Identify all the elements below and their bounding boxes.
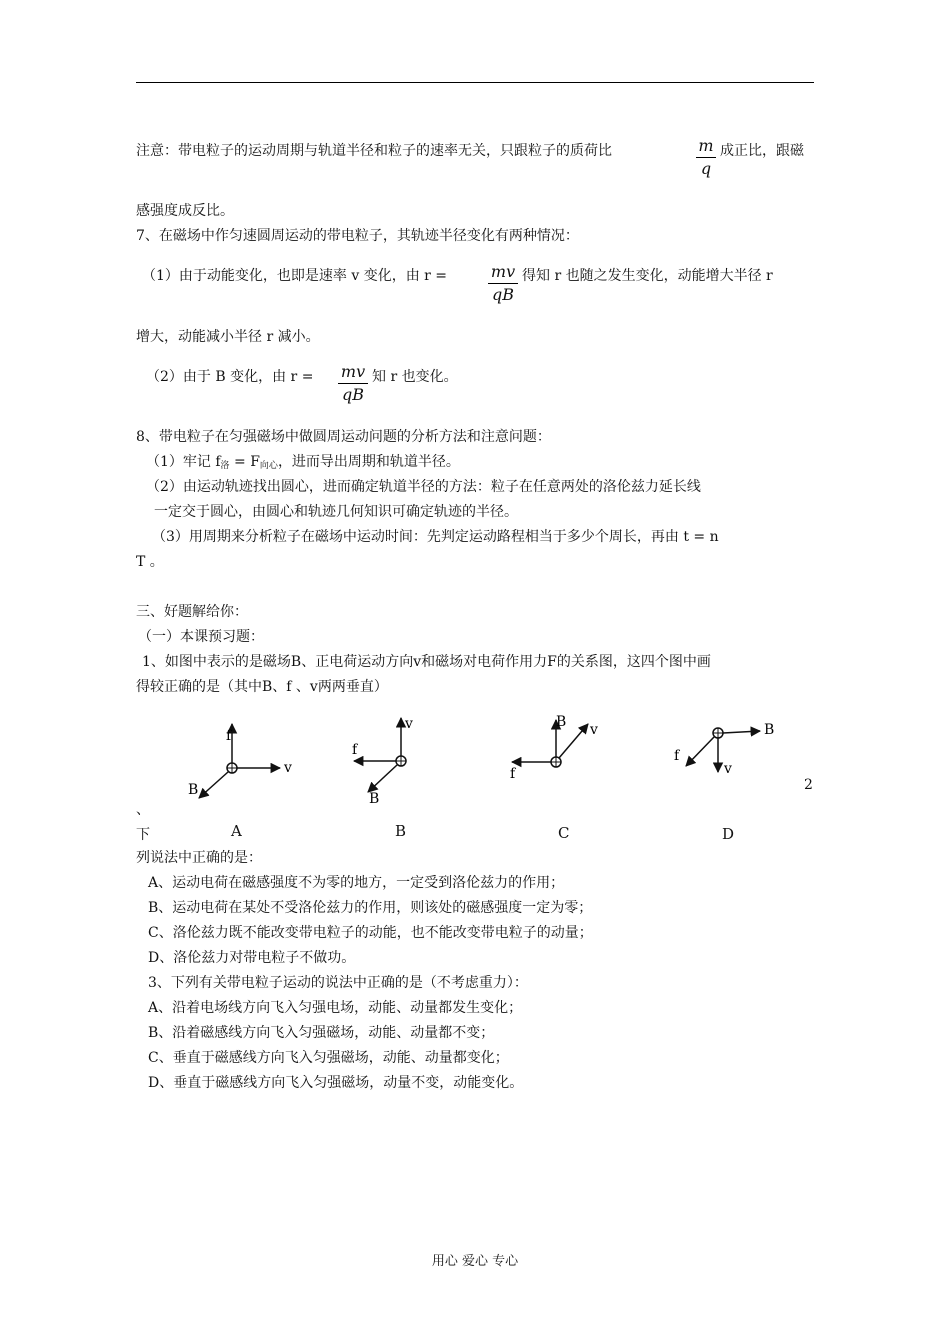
item8-point1-b: = F: [229, 454, 260, 470]
arrow-b: [199, 772, 228, 798]
figure-label-d: D: [722, 825, 735, 843]
note-text-b: 成正比，跟磁: [720, 143, 804, 159]
fraction-denominator: q: [700, 159, 712, 178]
question2-stem: 列说法中正确的是：: [136, 850, 262, 866]
item7-heading: 7、在磁场中作匀速圆周运动的带电粒子，其轨迹半径变化有两种情况：: [136, 228, 579, 244]
question3-option-b: B、沿着磁感线方向飞入匀强磁场，动能、动量都不变；: [148, 1025, 495, 1041]
question3-option-c: C、垂直于磁感线方向飞入匀强磁场，动能、动量都变化；: [148, 1050, 509, 1066]
question2-xia: 下: [136, 827, 150, 843]
question1-text-a: 1、如图中表示的是磁场B、正电荷运动方向v和磁场对电荷作用力F的关系图，这四个图中画: [142, 654, 711, 670]
label-v: v: [284, 760, 292, 776]
item8-point1-a: （1）牢记 f: [146, 454, 221, 470]
note-text-c: 感强度成反比。: [136, 203, 234, 219]
label-b: B: [764, 722, 775, 738]
fraction-denominator: qB: [492, 285, 514, 304]
fraction-numerator: mv: [490, 262, 516, 281]
label-b: B: [556, 714, 567, 730]
arrow-f: [686, 737, 714, 766]
item7-case1-c: 增大，动能减小半径 r 减小。: [136, 329, 320, 345]
item7-case2-b: 知 r 也变化。: [372, 369, 458, 385]
label-b: B: [369, 791, 380, 807]
item7-case2-a: （2）由于 B 变化，由 r =: [146, 369, 314, 385]
question1-text-b: 得较正确的是（其中B、f 、v两两垂直）: [136, 679, 388, 695]
label-f: f: [510, 766, 516, 782]
page-footer: 用心 爱心 专心: [431, 1254, 519, 1269]
label-v: v: [724, 761, 732, 777]
question3-stem: 3、下列有关带电粒子运动的说法中正确的是（不考虑重力）：: [148, 975, 528, 991]
arrow-b: [723, 731, 760, 733]
item7-case1-a: （1）由于动能变化，也即是速率 v 变化，由 r =: [142, 268, 448, 284]
label-f: f: [352, 742, 358, 758]
figure-b: [352, 716, 413, 807]
figure-c: [510, 714, 598, 782]
figure-a: [188, 724, 292, 798]
item8-point3-a: （3）用周期来分析粒子在磁场中运动时间：先判定运动路程相当于多少个周长，再由 t = n: [152, 529, 719, 545]
item8-point2-b: 一定交于圆心，由圆心和轨迹几何知识可确定轨迹的半径。: [154, 504, 518, 520]
fraction-numerator: m: [698, 136, 714, 155]
fraction-denominator: qB: [342, 385, 364, 404]
label-f: f: [674, 748, 680, 764]
label-v: v: [590, 722, 598, 738]
figure-d: [674, 722, 774, 777]
item8-point3-b: T 。: [136, 554, 164, 570]
question2-dun: 、: [136, 802, 150, 818]
item7-case1-b: 得知 r 也随之发生变化，动能增大半径 r: [522, 268, 773, 284]
fraction-numerator: mv: [340, 362, 366, 381]
label-f: f: [226, 728, 232, 744]
subscript-lorentz: 洛: [220, 461, 230, 471]
question3-option-a: A、沿着电场线方向飞入匀强电场，动能、动量都发生变化；: [148, 1000, 523, 1016]
section3-subheading: （一）本课预习题：: [138, 629, 264, 645]
question2-option-c: C、洛伦兹力既不能改变带电粒子的动能，也不能改变带电粒子的动量；: [148, 925, 593, 941]
item8-point1-c: ，进而导出周期和轨道半径。: [277, 454, 460, 470]
question2-option-d: D、洛伦兹力对带电粒子不做功。: [148, 950, 356, 966]
item8-heading: 8、带电粒子在匀强磁场中做圆周运动问题的分析方法和注意问题：: [136, 429, 551, 445]
question2-option-b: B、运动电荷在某处不受洛伦兹力的作用，则该处的磁感强度一定为零；: [148, 900, 593, 916]
label-b: B: [188, 782, 199, 798]
note-text-a: 注意：带电粒子的运动周期与轨道半径和粒子的速率无关，只跟粒子的质荷比: [136, 143, 612, 159]
question2-number: 2: [804, 777, 813, 793]
item8-point2-a: （2）由运动轨迹找出圆心，进而确定轨道半径的方法：粒子在任意两处的洛伦兹力延长线: [146, 479, 701, 495]
question2-option-a: A、运动电荷在磁感强度不为零的地方，一定受到洛伦兹力的作用；: [148, 875, 565, 891]
figure-label-c: C: [558, 824, 570, 842]
figure-label-b: B: [395, 822, 407, 840]
label-v: v: [405, 716, 413, 732]
subscript-centripetal: 向心: [259, 461, 278, 471]
question3-option-d: D、垂直于磁感线方向飞入匀强磁场，动量不变，动能变化。: [148, 1075, 524, 1091]
section3-heading: 三、好题解给你：: [136, 604, 248, 620]
figure-label-a: A: [231, 822, 242, 840]
arrow-b: [368, 765, 397, 792]
